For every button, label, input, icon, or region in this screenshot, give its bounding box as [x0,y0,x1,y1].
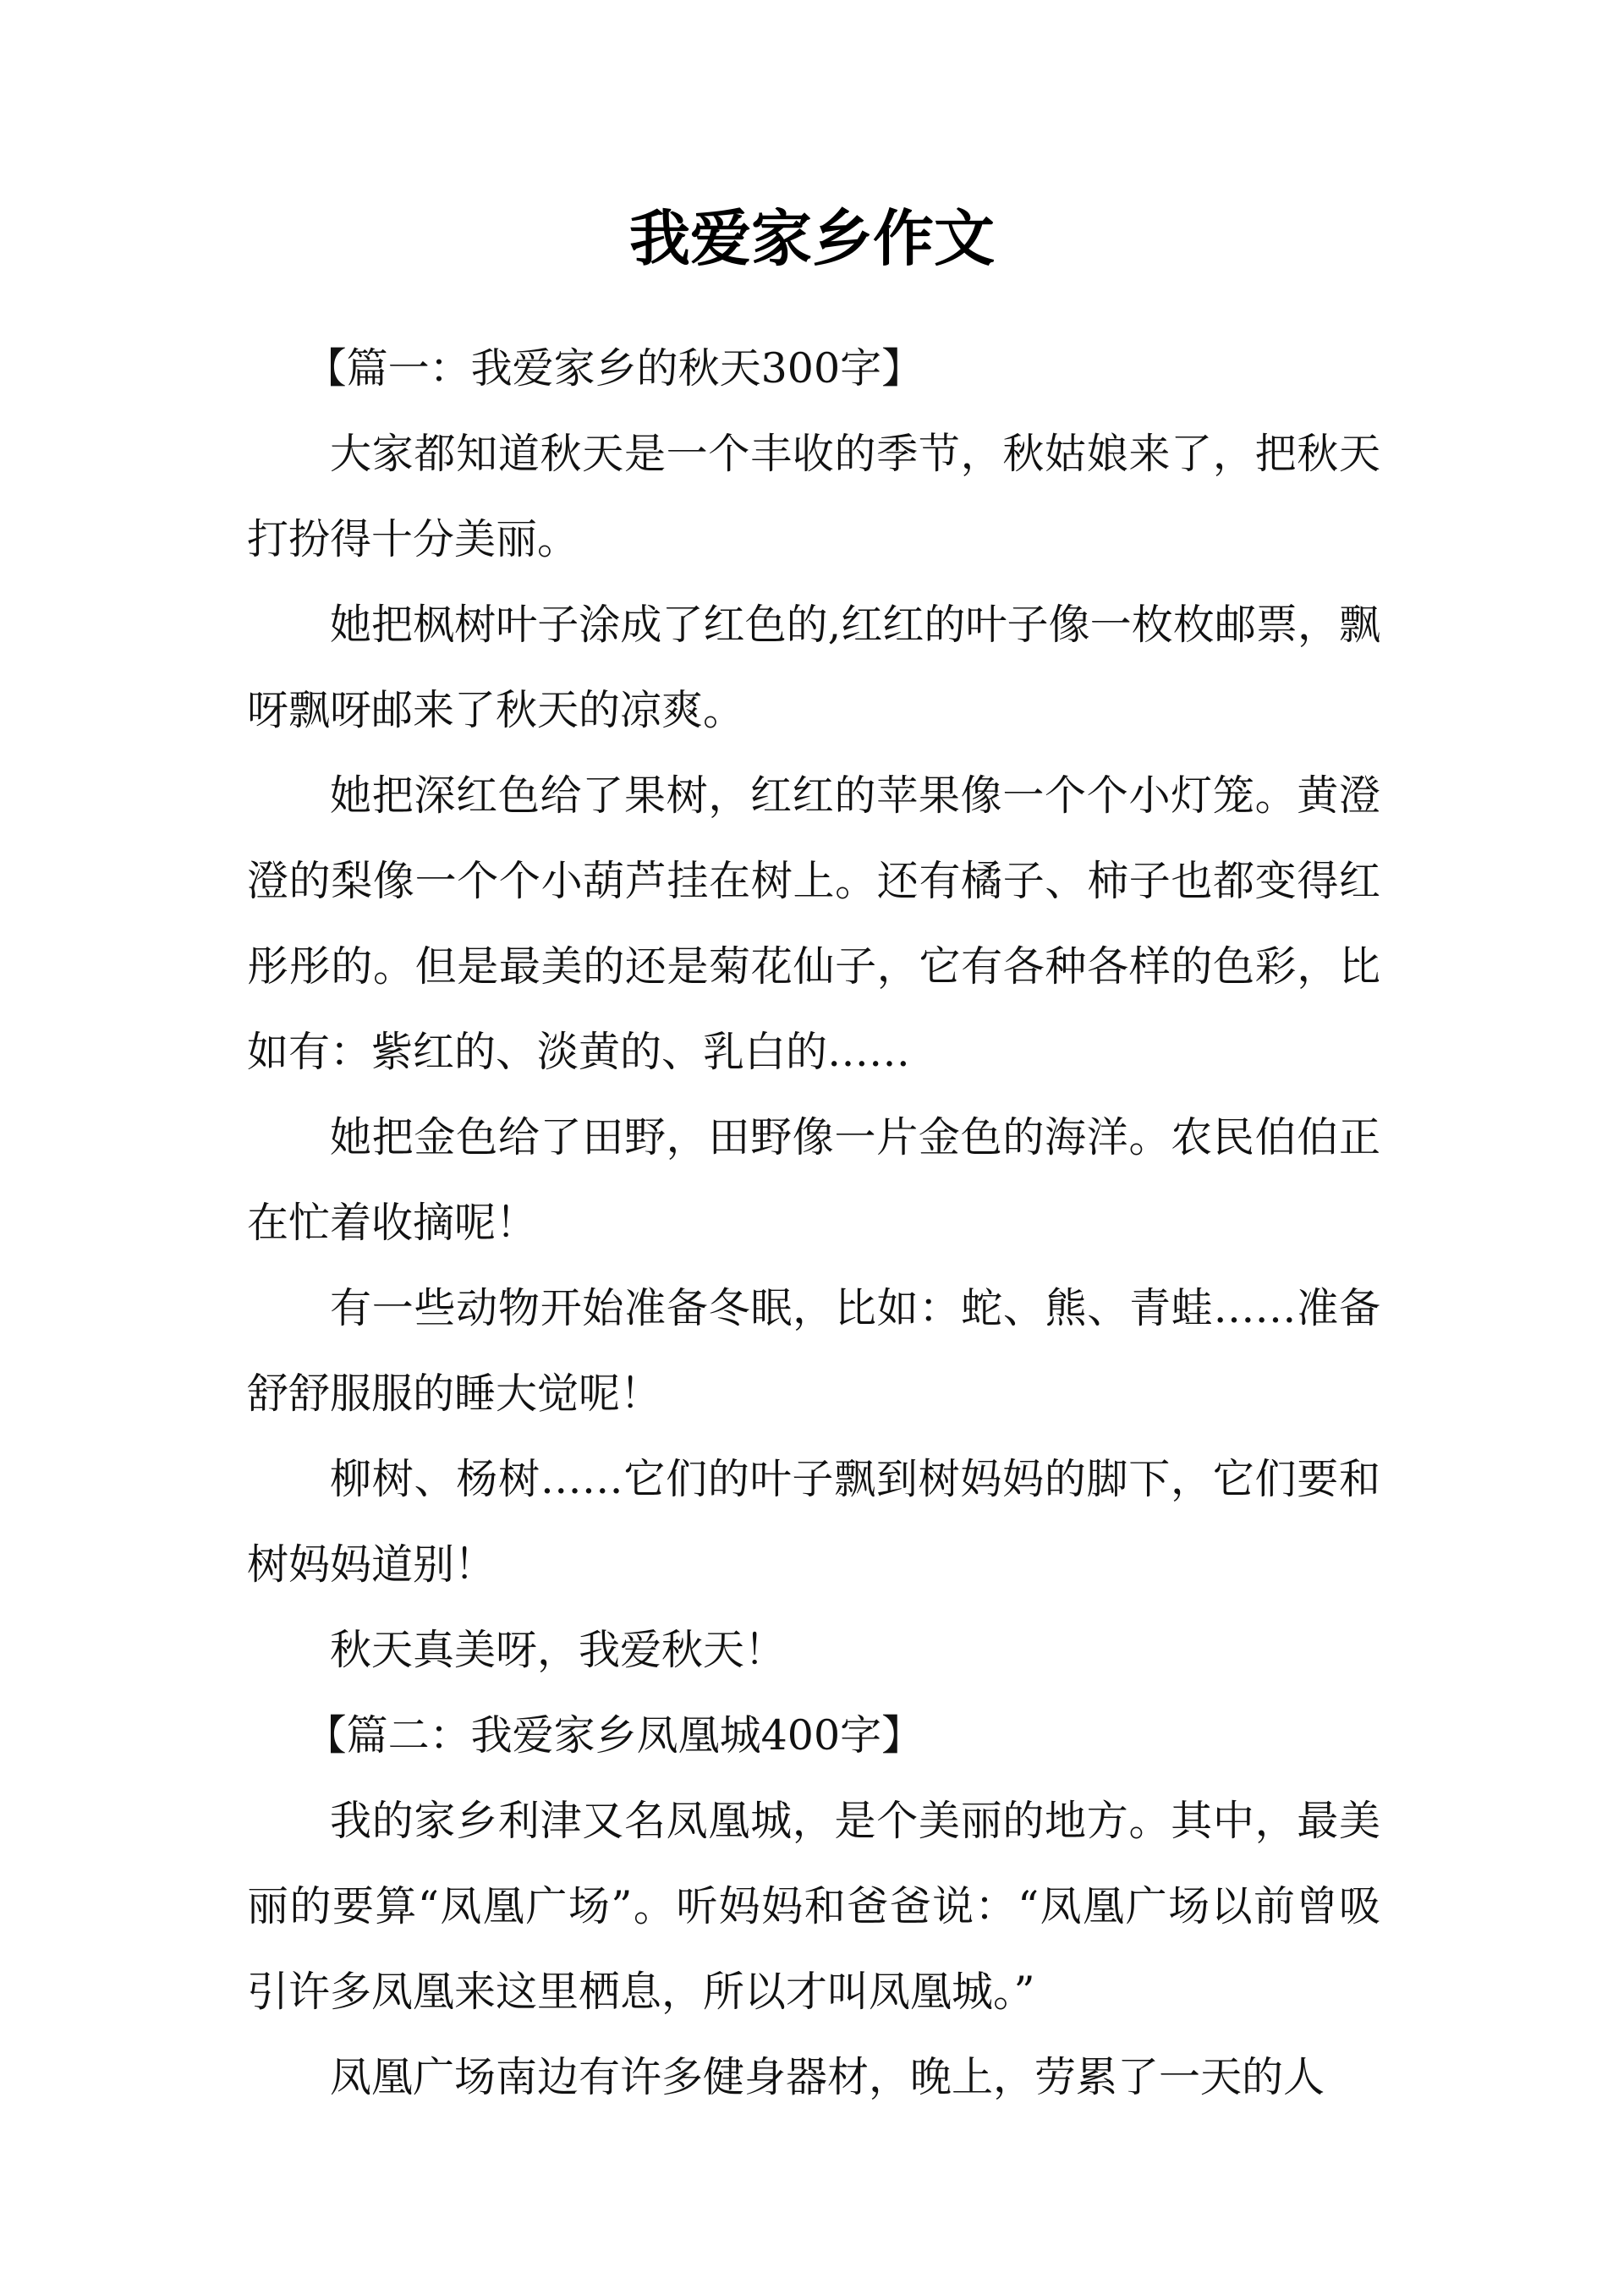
section-heading-1: 【篇一：我爱家乡的秋天300字】 [304,344,924,393]
paragraph: 有一些动物开始准备冬眠，比如：蛇、熊、青蛙……准备舒舒服服的睡大觉呢！ [247,1284,1380,1418]
paragraph: 柳树、杨树……它们的叶子飘到树妈妈的脚下，它们要和树妈妈道别！ [247,1455,1380,1589]
paragraph: 她把枫树叶子涂成了红色的,红红的叶子像一枚枚邮票，飘呀飘呀邮来了秋天的凉爽。 [247,601,1380,734]
section-heading-2: 【篇二：我爱家乡凤凰城400字】 [304,1711,924,1760]
paragraph: 她把金色给了田野，田野像一片金色的海洋。农民伯伯正在忙着收摘呢！ [247,1113,1380,1247]
paragraph: 大家都知道秋天是一个丰收的季节，秋姑娘来了，把秋天打扮得十分美丽。 [247,430,1380,563]
paragraph: 她把深红色给了果树，红红的苹果像一个个小灯笼。黄澄澄的梨像一个个小葫芦挂在树上。还有橘子、柿子也都变得红彤彤的。但是最美的还是菊花仙子，它有各种各样的色彩，比如有：紫红的、淡黄的、乳白的…… [247,771,1380,1076]
paragraph: 我的家乡利津又名凤凰城，是个美丽的地方。其中，最美丽的要算“凤凰广场”。听妈妈和爸爸说：“凤凰广场以前曾吸引许多凤凰来这里栖息，所以才叫凤凰城。” [247,1797,1380,2016]
paragraph: 秋天真美呀，我爱秋天！ [330,1626,787,1674]
document-body [247,326,1380,2120]
paragraph: 凤凰广场南边有许多健身器材，晚上，劳累了一天的人 [330,2053,1325,2101]
document-title: 我爱家乡作文 [628,203,995,274]
